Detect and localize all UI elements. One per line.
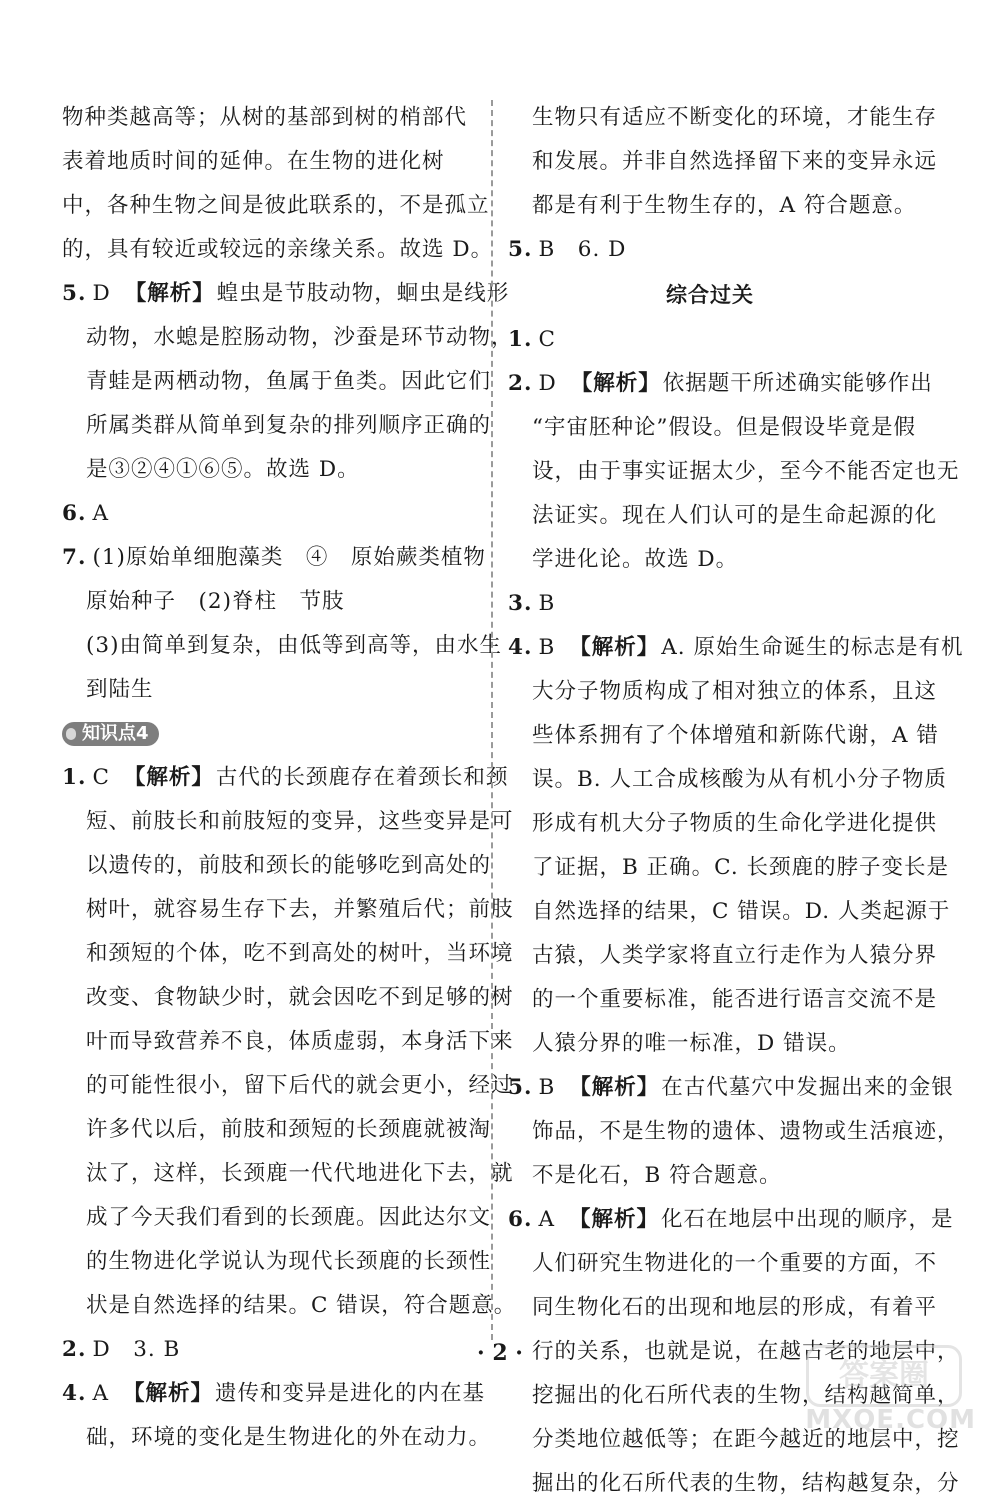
analysis-tag: 【解析】: [569, 1075, 660, 1100]
analysis-tag: 【解析】: [124, 281, 215, 306]
line-text: 古代的长颈鹿存在着颈长和颈: [215, 765, 509, 790]
text-line: [508, 1462, 960, 1506]
answer-choice: D: [92, 1337, 111, 1362]
text-line: [62, 624, 502, 668]
text-line: [62, 184, 490, 228]
answer-choice: A: [92, 501, 109, 526]
item-number: 4.: [62, 1381, 87, 1406]
text-line: [508, 714, 939, 758]
text-line: [62, 1284, 517, 1328]
answer-item: [62, 756, 509, 800]
line-text: 遗传和变异是进化的内在基: [215, 1381, 486, 1406]
text-line: [508, 802, 938, 846]
text-line: [508, 934, 938, 978]
line-text: 和颈短的个体，吃不到高处的树叶，当环境: [86, 941, 514, 966]
line-text: 生物只有适应不断变化的环境，才能生存: [532, 105, 938, 130]
line-text: 都是有利于生物生存的，A 符合题意。: [532, 193, 917, 218]
line-text: 到陆生: [86, 677, 154, 702]
line-text: 础，环境的变化是生物进化的外在动力。: [86, 1425, 492, 1450]
answer-choice: D: [92, 281, 111, 306]
line-text: 许多代以后，前肢和颈短的长颈鹿就被淘: [86, 1117, 492, 1142]
line-text: 物种类越高等；从树的基部到树的梢部代: [62, 105, 468, 130]
item-number: 1.: [508, 327, 533, 352]
page-number: · 2 ·: [477, 1340, 523, 1366]
text-line: [508, 96, 938, 140]
line-text: (3)由简单到复杂，由低等到高等，由水生: [86, 633, 502, 658]
item-number: 5.: [508, 237, 533, 262]
text-line: [508, 846, 949, 890]
answer-choice: D: [538, 371, 557, 396]
line-text: 中，各种生物之间是彼此联系的，不是孤立: [62, 193, 490, 218]
column-divider: [491, 100, 493, 1340]
text-line: [62, 888, 514, 932]
line-text: 设，由于事实证据太少，至今不能否定也无: [532, 459, 960, 484]
text-line: [508, 1022, 912, 1066]
line-text: 误。B. 人工合成核酸为从有机小分子物质: [532, 767, 947, 792]
text-line: [62, 140, 477, 184]
line-text: 些体系拥有了个体增殖和新陈代谢，A 错: [532, 723, 939, 748]
text-line: [508, 890, 951, 934]
watermark-logo: 答案圈: [806, 1345, 962, 1407]
line-text: 人们研究生物进化的一个重要的方面，不: [532, 1251, 938, 1276]
text-line: [62, 932, 514, 976]
answer-choice: B: [538, 591, 556, 616]
line-text: 汰了，这样，长颈鹿一代代地进化下去，就: [86, 1161, 514, 1186]
answer-choice: A: [92, 1381, 109, 1406]
line-text: 的生物进化学说认为现代长颈鹿的长颈性: [86, 1249, 492, 1274]
text-line: [508, 450, 960, 494]
text-line: [508, 1286, 938, 1330]
text-line: [62, 228, 494, 272]
answer-item: [62, 1372, 486, 1416]
item-number: 2.: [508, 371, 533, 396]
line-text: 表着地质时间的延伸。在生物的进化树: [62, 149, 445, 174]
answer-item: [508, 228, 912, 272]
knowledge-point-badge: 知识点4: [62, 722, 159, 746]
answer-choice: B: [538, 635, 556, 660]
analysis-tag: 【解析】: [570, 371, 661, 396]
text-line: [62, 448, 477, 492]
line-text: 掘出的化石所代表的生物，结构越复杂，分: [532, 1471, 960, 1496]
item-number: 5.: [62, 281, 87, 306]
watermark-text: MXQE.COM: [805, 1405, 976, 1435]
item-number: 1.: [62, 765, 87, 790]
line-text: 的一个重要标准，能否进行语言交流不是: [532, 987, 938, 1012]
text-line: [508, 184, 917, 228]
item-number: 5.: [508, 1075, 533, 1100]
line-text: 自然选择的结果，C 错误。D. 人类起源于: [532, 899, 951, 924]
line-text: 的可能性很小，留下后代的就会更小，经过: [86, 1073, 514, 1098]
text-line: [62, 360, 492, 404]
text-line: [62, 96, 477, 140]
line-text: 3. B: [110, 1337, 181, 1362]
line-text: 成了今天我们看到的长颈鹿。因此达尔文: [86, 1205, 492, 1230]
text-line: [62, 1108, 492, 1152]
line-text: 和发展。并非自然选择留下来的变异永远: [532, 149, 938, 174]
analysis-tag: 【解析】: [569, 635, 660, 660]
answer-item: [62, 272, 510, 316]
line-text: 短、前肢长和前肢短的变异，这些变异是可: [86, 809, 514, 834]
item-number: 2.: [62, 1337, 87, 1362]
line-text: 6. D: [555, 237, 627, 262]
answer-item: [62, 536, 486, 580]
item-number: 4.: [508, 635, 533, 660]
line-text: 树叶，就容易生存下去，并繁殖后代；前肢: [86, 897, 514, 922]
line-text: 动物，水螅是腔肠动物，沙蚕是环节动物，: [86, 325, 514, 350]
line-text: 同生物化石的出现和地层的形成，有着平: [532, 1295, 938, 1320]
answer-item: [508, 582, 912, 626]
text-line: [508, 670, 938, 714]
line-text: 以遗传的，前肢和颈长的能够吃到高处的: [86, 853, 492, 878]
answer-choice: C: [92, 765, 110, 790]
text-line: [62, 668, 477, 712]
answer-item: [508, 1198, 954, 1242]
text-line: [508, 1110, 960, 1154]
text-line: [508, 140, 938, 184]
text-line: [62, 800, 514, 844]
text-line: [508, 406, 916, 450]
line-text: 所属类群从简单到复杂的排列顺序正确的: [86, 413, 492, 438]
text-line: [508, 1154, 912, 1198]
text-line: [62, 844, 492, 888]
answer-item: [508, 362, 933, 406]
item-number: 6.: [508, 1207, 533, 1232]
answer-choice: B: [538, 237, 556, 262]
line-text: 化石在地层中出现的顺序，是: [661, 1207, 954, 1232]
answer-item: [508, 1066, 954, 1110]
text-line: [62, 316, 514, 360]
line-text: 在古代墓穴中发掘出来的金银: [661, 1075, 954, 1100]
section-title: 综合过关: [666, 282, 754, 307]
watermark: [796, 1345, 976, 1435]
text-line: [508, 1242, 938, 1286]
answer-choice: A: [538, 1207, 555, 1232]
answer-choice: B: [538, 1075, 556, 1100]
line-text: (1)原始单细胞藻类 ④ 原始蕨类植物: [92, 545, 486, 570]
line-text: 了证据，B 正确。C. 长颈鹿的脖子变长是: [532, 855, 949, 880]
text-line: [62, 580, 477, 624]
line-text: 叶而导致营养不良，体质虚弱，本身活下来: [86, 1029, 514, 1054]
analysis-tag: 【解析】: [123, 765, 214, 790]
text-line: [62, 1152, 514, 1196]
line-text: 大分子物质构成了相对独立的体系，且这: [532, 679, 938, 704]
text-line: [62, 1020, 514, 1064]
text-line: [508, 538, 912, 582]
item-number: 3.: [508, 591, 533, 616]
text-line: [508, 494, 938, 538]
text-line: [62, 404, 492, 448]
line-text: 青蛙是两栖动物，鱼属于鱼类。因此它们: [86, 369, 492, 394]
left-column: [62, 96, 517, 1460]
line-text: 改变、食物缺少时，就会因吃不到足够的树: [86, 985, 514, 1010]
answer-item: [508, 626, 964, 670]
text-line: [62, 976, 514, 1020]
line-text: 法证实。现在人们认可的是生命起源的化: [532, 503, 938, 528]
item-number: 6.: [62, 501, 87, 526]
line-text: 的，具有较近或较远的亲缘关系。故选 D。: [62, 237, 494, 262]
item-number: 7.: [62, 545, 87, 570]
line-text: 是③②④①⑥⑤。故选 D。: [86, 457, 360, 482]
line-text: 状是自然选择的结果。C 错误，符合题意。: [86, 1293, 517, 1318]
line-text: 人猿分界的唯一标准，D 错误。: [532, 1031, 851, 1056]
analysis-tag: 【解析】: [122, 1381, 213, 1406]
line-text: 蝗虫是节肢动物，蛔虫是线形: [216, 281, 510, 306]
text-line: [508, 758, 947, 802]
text-line: [62, 1196, 492, 1240]
line-text: 行的关系，也就是说，在越古老的地层中，: [532, 1339, 960, 1364]
line-text: 饰品，不是生物的遗体、遗物或生活痕迹，: [532, 1119, 960, 1144]
line-text: 分类地位越低等；在距今越近的地层中，挖: [532, 1427, 960, 1452]
line-text: 形成有机大分子物质的生命化学进化提供: [532, 811, 938, 836]
line-text: A. 原始生命诞生的标志是有机: [661, 635, 964, 660]
line-text: 学进化论。故选 D。: [532, 547, 739, 572]
text-line: [62, 1240, 492, 1284]
line-text: 依据题干所述确实能够作出: [662, 371, 933, 396]
right-column: [508, 96, 964, 1506]
line-text: 原始种子 (2)脊柱 节肢: [86, 589, 345, 614]
line-text: 不是化石，B 符合题意。: [532, 1163, 782, 1188]
answer-item: [62, 492, 477, 536]
knowledge-point-header: [62, 712, 477, 756]
text-line: [62, 1064, 514, 1108]
text-line: [508, 978, 938, 1022]
analysis-tag: 【解析】: [568, 1207, 659, 1232]
line-text: 古猿，人类学家将直立行走作为人猿分界: [532, 943, 938, 968]
text-line: [62, 1416, 492, 1460]
answer-choice: C: [538, 327, 556, 352]
answer-item: [508, 318, 912, 362]
line-text: “宇宙胚种论”假设。但是假设毕竟是假: [532, 415, 916, 440]
line-text: 挖掘出的化石所代表的生物，结构越简单，: [532, 1383, 960, 1408]
